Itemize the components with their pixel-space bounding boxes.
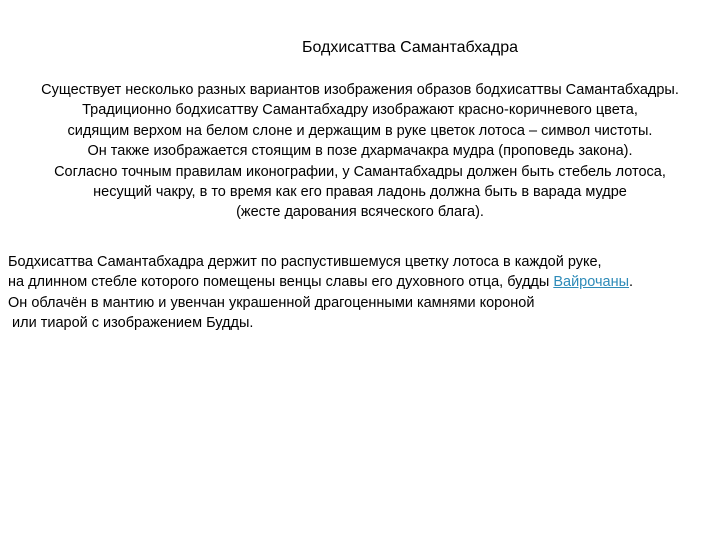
text-line: Он также изображается стоящим в позе дхармачакра мудра (проповедь закона). (87, 143, 633, 160)
vairochana-link[interactable]: Вайрочаны (553, 274, 630, 291)
text-segment: . (629, 274, 634, 291)
text-segment: на длинном стебле которого помещены венцы славы его духовного отца, будды (8, 274, 554, 291)
text-line-with-link (8, 272, 633, 292)
text-line: несущий чакру, в то время как его правая ладонь должна быть в варада мудре (93, 184, 627, 201)
slide-title: Бодхисаттва Самантабхадра (301, 39, 519, 56)
text-line: Бодхисаттва Самантабхадра держит по распустившемуся цветку лотоса в каждой руке, (8, 254, 602, 270)
text-line: Он облачён в мантию и увенчан украшенной драгоценными камнями короной (8, 294, 535, 311)
text-line: Традиционно бодхисаттву Самантабхадру изображают красно-коричневого цвета, (82, 102, 638, 119)
paragraph-attributes (8, 252, 633, 334)
text-line: Согласно точным правилам иконографии, у Самантабхадры должен быть стебель лотоса, (54, 163, 666, 180)
paragraph-iconography (0, 80, 720, 223)
text-line: или тиарой с изображением Будды. (8, 315, 254, 332)
text-line: сидящим верхом на белом слоне и держащим в руке цветок лотоса – символ чистоты. (67, 122, 653, 139)
text-line: (жесте дарования всяческого блага). (236, 204, 484, 221)
text-line: Существует несколько разных вариантов изображения образов бодхисаттвы Самантабхадры. (41, 82, 679, 98)
